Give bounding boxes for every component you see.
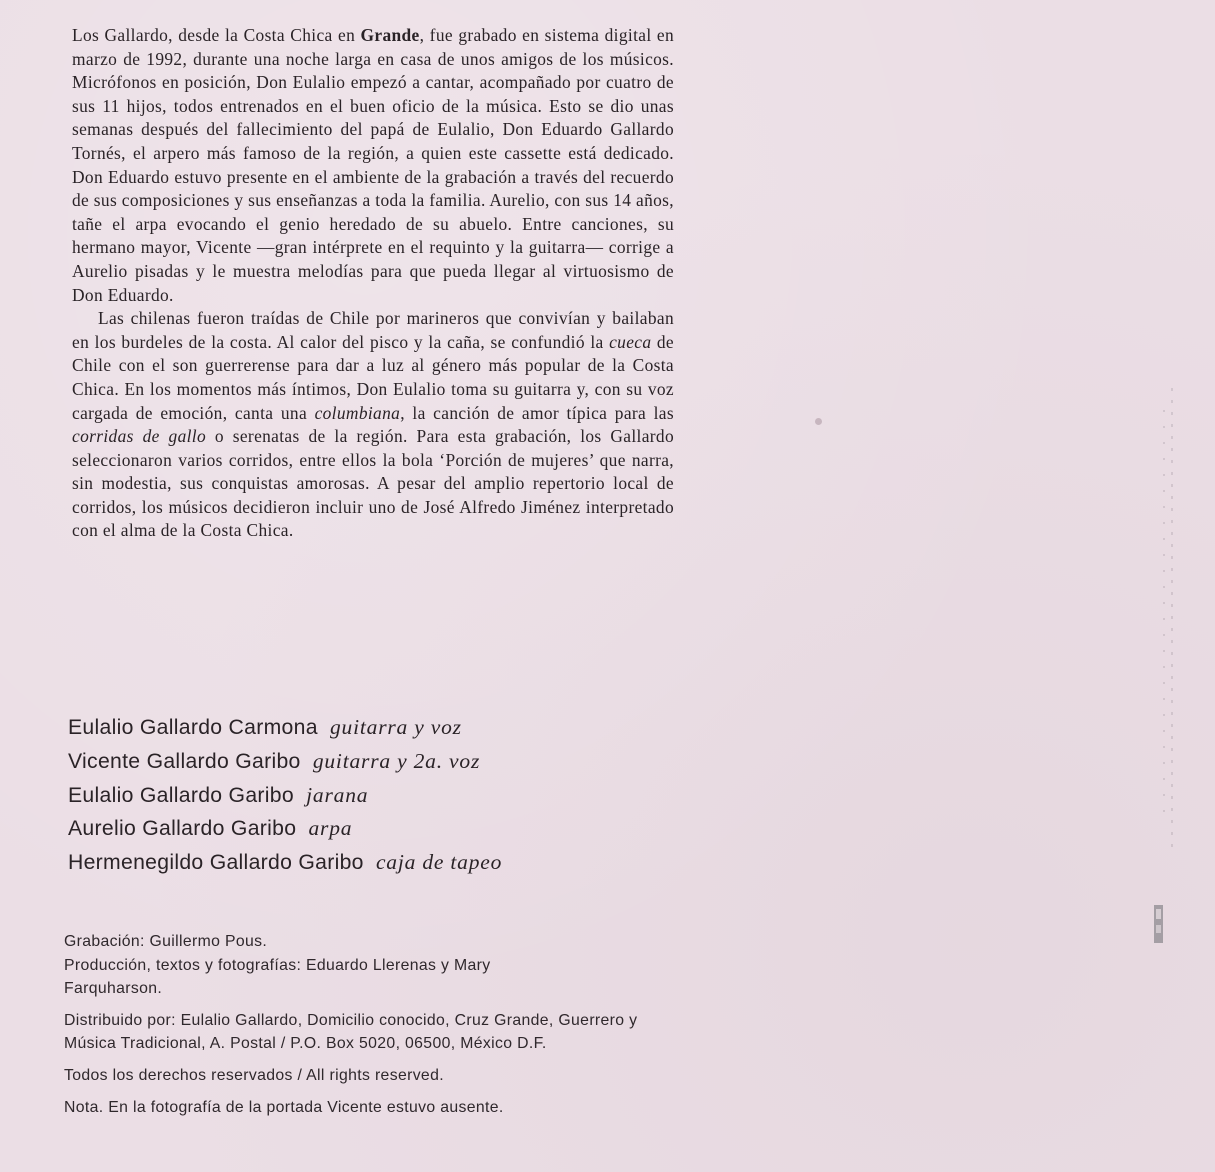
paragraph-text: Las chilenas fueron traídas de Chile por marineros que convivían y bailaban en los burdeles de la costa. Al calor del pisco y la caña, se confundió la <box>72 308 674 352</box>
paragraph-text: Los Gallardo, desde la Costa Chica en <box>72 25 361 45</box>
rights-notice: Todos los derechos reservados / All rights reserved. <box>64 1067 444 1085</box>
musician-row <box>68 745 628 779</box>
paragraph-text: , la canción de amor típica para las <box>400 402 674 423</box>
paper-speck <box>815 418 822 425</box>
recording-credit: Grabación: Guillermo Pous. <box>64 933 268 950</box>
bold-title-word: Grande <box>360 25 420 45</box>
musician-name: Eulalio Gallardo Carmona <box>68 716 318 739</box>
musician-role: guitarra y 2a. voz <box>312 748 481 773</box>
musician-row <box>68 812 628 846</box>
corner-stamp-mark <box>1152 903 1166 947</box>
production-credits <box>64 931 684 1130</box>
liner-notes-text <box>62 24 674 543</box>
musician-name: Hermenegildo Gallardo Garibo <box>68 851 364 875</box>
italic-term: columbiana <box>314 402 401 423</box>
musician-role: caja de tapeo <box>375 850 503 875</box>
musician-credits <box>68 711 628 880</box>
italic-term: cueca <box>609 331 652 352</box>
musician-role: jarana <box>306 782 369 807</box>
production-credit: Producción, textos y fotografías: Eduardo Llerenas y Mary Farquharson. <box>64 957 491 997</box>
cover-photo-note: Nota. En la fotografía de la portada Vicente estuvo ausente. <box>64 1099 504 1117</box>
paragraph-chilenas <box>72 307 674 543</box>
musician-row <box>68 711 628 745</box>
musician-name: Aurelio Gallardo Garibo <box>68 817 297 841</box>
musician-row <box>68 779 628 813</box>
musician-name: Vicente Gallardo Garibo <box>68 749 301 773</box>
musician-role: arpa <box>308 816 353 841</box>
distribution-credit: Distribuido por: Eulalio Gallardo, Domicilio conocido, Cruz Grande, Guerrero y Música Tradicional, A. Postal / P.O. Box 5020, 06500, México D.F. <box>64 1012 638 1052</box>
paragraph-recording-history <box>72 24 674 307</box>
paragraph-text: o serenatas de la región. Para esta grabación, los Gallardo seleccionaron varios corridos, entre ellos la bola ‘Porción de mujeres’ que narra, sin modestia, sus conquistas amorosas. A pesar del amplio repertorio local de corridos, los músicos decidieron incluir uno de José Alfredo Jiménez interpretado con el alma de la Costa Chica. <box>72 426 675 541</box>
musician-row <box>68 846 628 880</box>
paragraph-text: de Chile con el son guerrerense para dar a luz al género más popular de la Costa Chica. En los momentos más íntimos, Don Eulalio toma su guitarra y, con su voz cargada de emoción, canta una <box>72 331 674 423</box>
paragraph-text: , fue grabado en sistema digital en marzo de 1992, durante una noche larga en casa de unos amigos de los músicos. Micrófonos en posición, Don Eulalio empezó a cantar, acompañado por cuatro de sus 11 hijos, todos entrenados en el buen oficio de la música. Esto se dio unas semanas después del fallecimiento del papá de Eulalio, Don Eduardo Gallardo Tornés, el arpero más famoso de la región, a quien este cassette está dedicado. Don Eduardo estuvo presente en el ambiente de la grabación a través del recuerdo de sus composiciones y sus enseñanzas a toda la familia. Aurelio, con sus 14 años, tañe el arpa evocando el genio heredado de su abuelo. Entre canciones, su hermano mayor, Vicente —gran intérprete en el requinto y la guitarra— corrige a Aurelio pisadas y le muestra melodías para que pueda llegar al virtuosismo de Don Eduardo. <box>72 25 675 305</box>
musician-name: Eulalio Gallardo Garibo <box>68 783 294 807</box>
italic-term: corridas de gallo <box>72 426 207 447</box>
musician-role: guitarra y voz <box>330 715 462 739</box>
spine-fold-marks <box>1150 380 1190 880</box>
